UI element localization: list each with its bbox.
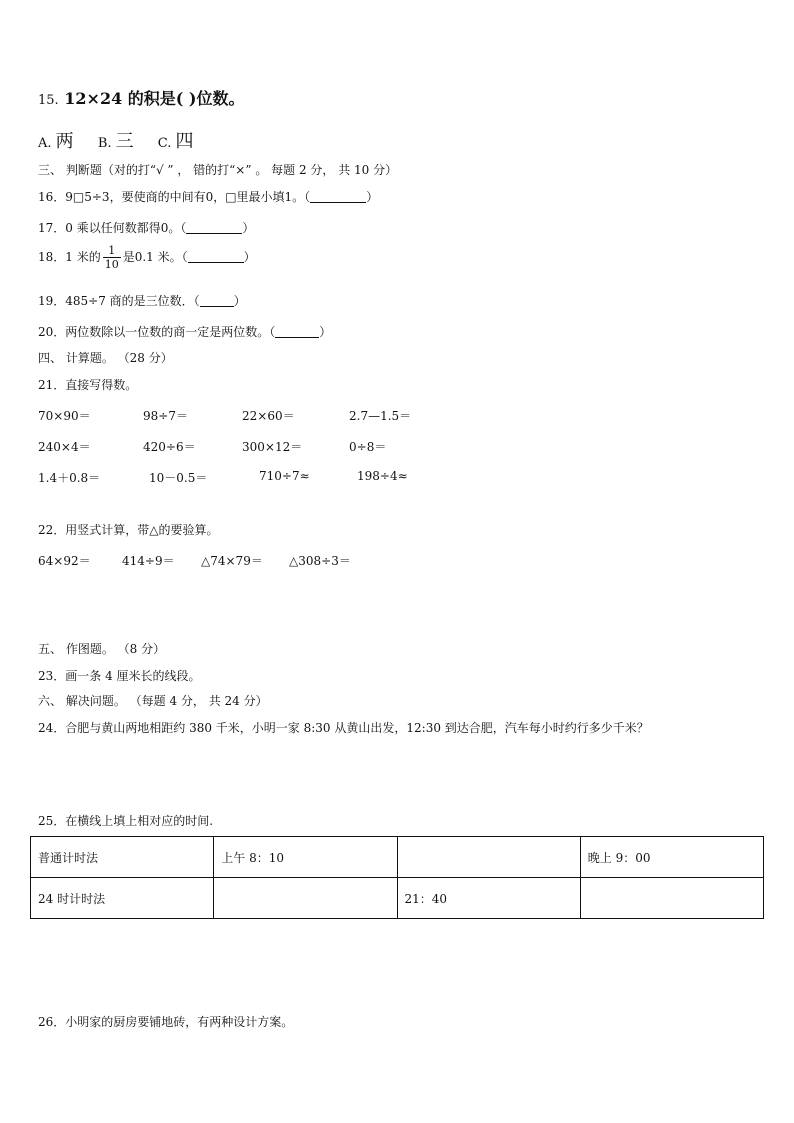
calc-item: 420÷6＝ [143, 440, 196, 454]
fraction [103, 244, 121, 271]
question-text: 18．1 米的 [38, 250, 101, 264]
calc-item: 198÷4≈ [357, 469, 408, 483]
question-25: 25．在横线上填上相对应的时间. [38, 814, 214, 828]
question-19 [38, 292, 246, 309]
paren-close: ） [366, 190, 379, 204]
paren-close: ） [243, 250, 256, 264]
question-22: 22．用竖式计算，带△的要验算。 [38, 523, 219, 537]
calc-item: 10－0.5＝ [149, 471, 208, 485]
answer-blank[interactable] [186, 221, 242, 234]
table-cell-answer[interactable] [214, 878, 397, 919]
calc-item: 240×4＝ [38, 440, 91, 454]
question-18 [38, 244, 256, 271]
table-row [31, 878, 764, 919]
question-text: 19．485÷7 商的是三位数．（ [38, 294, 200, 308]
question-text: 17．0 乘以任何数都得0。（ [38, 221, 187, 235]
calc-item: 64×92＝ [38, 554, 91, 568]
table-cell: 21：40 [397, 878, 580, 919]
calc-item: 710÷7≈ [259, 469, 310, 483]
table-cell: 晚上 9：00 [580, 837, 763, 878]
option-text: 两 [55, 131, 74, 152]
question-21: 21．直接写得数。 [38, 378, 138, 392]
fraction-numerator: 1 [103, 244, 121, 258]
calc-item: △74×79＝ [201, 554, 263, 568]
section-4-title: 四、 计算题。 （28 分） [38, 351, 173, 365]
option-b [98, 127, 134, 153]
question-number: 15. [38, 93, 59, 108]
option-text: 三 [115, 131, 134, 152]
section-3-title: 三、 判断题（对的打“√ ” ， 错的打“×” 。 每题 2 分， 共 10 分） [38, 163, 398, 177]
calc-item: 414÷9＝ [122, 554, 175, 568]
table-cell: 24 时计时法 [31, 878, 214, 919]
question-24: 24．合肥与黄山两地相距约 380 千米，小明一家 8:30 从黄山出发，12:30 到达合肥，汽车每小时约行多少千米？ [38, 721, 649, 735]
table-cell: 上午 8：10 [214, 837, 397, 878]
calc-item: 2.7—1.5＝ [349, 409, 412, 423]
question-26: 26．小明家的厨房要铺地砖，有两种设计方案。 [38, 1015, 294, 1029]
option-text: 四 [175, 131, 194, 152]
section-5-title: 五、 作图题。 （8 分） [38, 642, 166, 656]
question-20 [38, 323, 331, 340]
answer-blank[interactable] [200, 294, 234, 307]
answer-blank[interactable] [275, 325, 319, 338]
option-letter: C. [157, 136, 172, 151]
question-text: 16．9□5÷3，要使商的中间有0，□里最小填1。（ [38, 190, 311, 204]
section-6-title: 六、 解决问题。 （每题 4 分， 共 24 分） [38, 694, 268, 708]
calc-item: 98÷7＝ [143, 409, 188, 423]
question-17 [38, 219, 254, 236]
answer-blank[interactable] [188, 250, 244, 263]
option-a [38, 127, 74, 153]
option-letter: B. [97, 136, 112, 151]
answer-blank[interactable] [310, 190, 366, 203]
question-text: 12×24 的积是( )位数。 [64, 89, 245, 108]
fraction-denominator: 10 [104, 258, 119, 271]
table-row [31, 837, 764, 878]
time-table [30, 836, 764, 919]
calc-item: 22×60＝ [242, 409, 295, 423]
paren-close: ） [319, 325, 332, 339]
option-c [158, 127, 194, 153]
question-15-options [38, 127, 214, 153]
table-cell: 普通计时法 [31, 837, 214, 878]
question-23: 23．画一条 4 厘米长的线段。 [38, 669, 201, 683]
paren-close: ） [242, 221, 255, 235]
option-letter: A. [38, 136, 52, 151]
question-16 [38, 188, 378, 205]
calc-item: 300×12＝ [242, 440, 303, 454]
calc-item: △308÷3＝ [289, 554, 351, 568]
calc-item: 70×90＝ [38, 409, 91, 423]
paren-close: ） [233, 294, 246, 308]
table-cell-answer[interactable] [580, 878, 763, 919]
question-text-cont: 是0.1 米。（ [122, 250, 188, 264]
calc-item: 1.4＋0.8＝ [38, 471, 101, 485]
question-text: 20．两位数除以一位数的商一定是两位数。（ [38, 325, 276, 339]
calc-item: 0÷8＝ [349, 440, 387, 454]
table-cell-answer[interactable] [397, 837, 580, 878]
question-15 [38, 86, 245, 109]
